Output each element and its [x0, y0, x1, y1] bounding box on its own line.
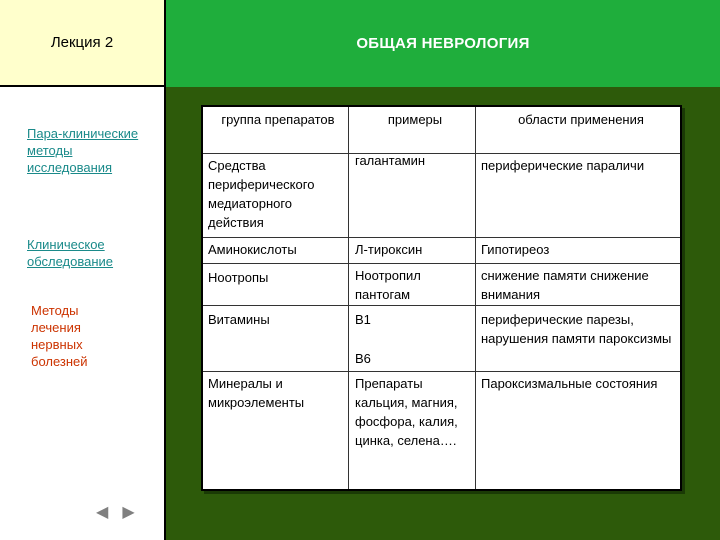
- lecture-label-box: [0, 0, 166, 87]
- cell-application: периферические парезы, нарушения памяти пароксизмы: [481, 312, 672, 346]
- cell-group: Витамины: [208, 312, 270, 327]
- cell-group: Средства периферического медиаторного действия: [208, 158, 315, 230]
- column-divider: [475, 107, 476, 489]
- cell-application: Пароксизмальные состояния: [481, 376, 658, 391]
- nav-arrows: [96, 505, 135, 521]
- column-divider: [348, 107, 349, 489]
- cell-application: Гипотиреоз: [481, 242, 550, 257]
- header-group: группа препаратов: [221, 112, 335, 127]
- lecture-label: Лекция 2: [50, 34, 114, 51]
- row-divider: [203, 371, 680, 372]
- cell-example-b6: В6: [355, 351, 371, 366]
- cell-example: В1: [355, 312, 371, 327]
- sidebar-link-clinical[interactable]: Клиническое обследование: [27, 237, 114, 269]
- row-divider: [203, 263, 680, 264]
- cell-example: Ноотропил пантогам: [355, 268, 421, 302]
- main-area: [166, 87, 720, 540]
- cell-group: Ноотропы: [208, 270, 269, 285]
- cell-example: Препараты кальция, магния, фосфора, калия, цинка, селена….: [355, 376, 458, 448]
- header-application: области применения: [518, 112, 644, 127]
- page-title: ОБЩАЯ НЕВРОЛОГИЯ: [356, 35, 530, 52]
- prev-arrow-icon[interactable]: ◀: [96, 504, 109, 521]
- header-bar: [166, 0, 720, 87]
- header-examples: примеры: [387, 112, 443, 127]
- row-divider: [203, 305, 680, 306]
- drug-table: [201, 105, 682, 491]
- cell-group: Минералы и микроэлементы: [208, 376, 305, 410]
- sidebar-link-treatment[interactable]: Методы лечения нервных болезней: [31, 303, 88, 369]
- sidebar-link-paraclinical[interactable]: Пара-клинические методы исследования: [27, 126, 139, 175]
- cell-example: галантамин: [355, 153, 426, 168]
- cell-group: Аминокислоты: [208, 242, 297, 257]
- next-arrow-icon[interactable]: ▶: [122, 504, 135, 521]
- sidebar: [0, 87, 166, 540]
- cell-application: периферические параличи: [481, 158, 645, 173]
- row-divider: [203, 237, 680, 238]
- cell-application: снижение памяти снижение внимания: [481, 268, 649, 302]
- cell-example: Л-тироксин: [355, 242, 423, 257]
